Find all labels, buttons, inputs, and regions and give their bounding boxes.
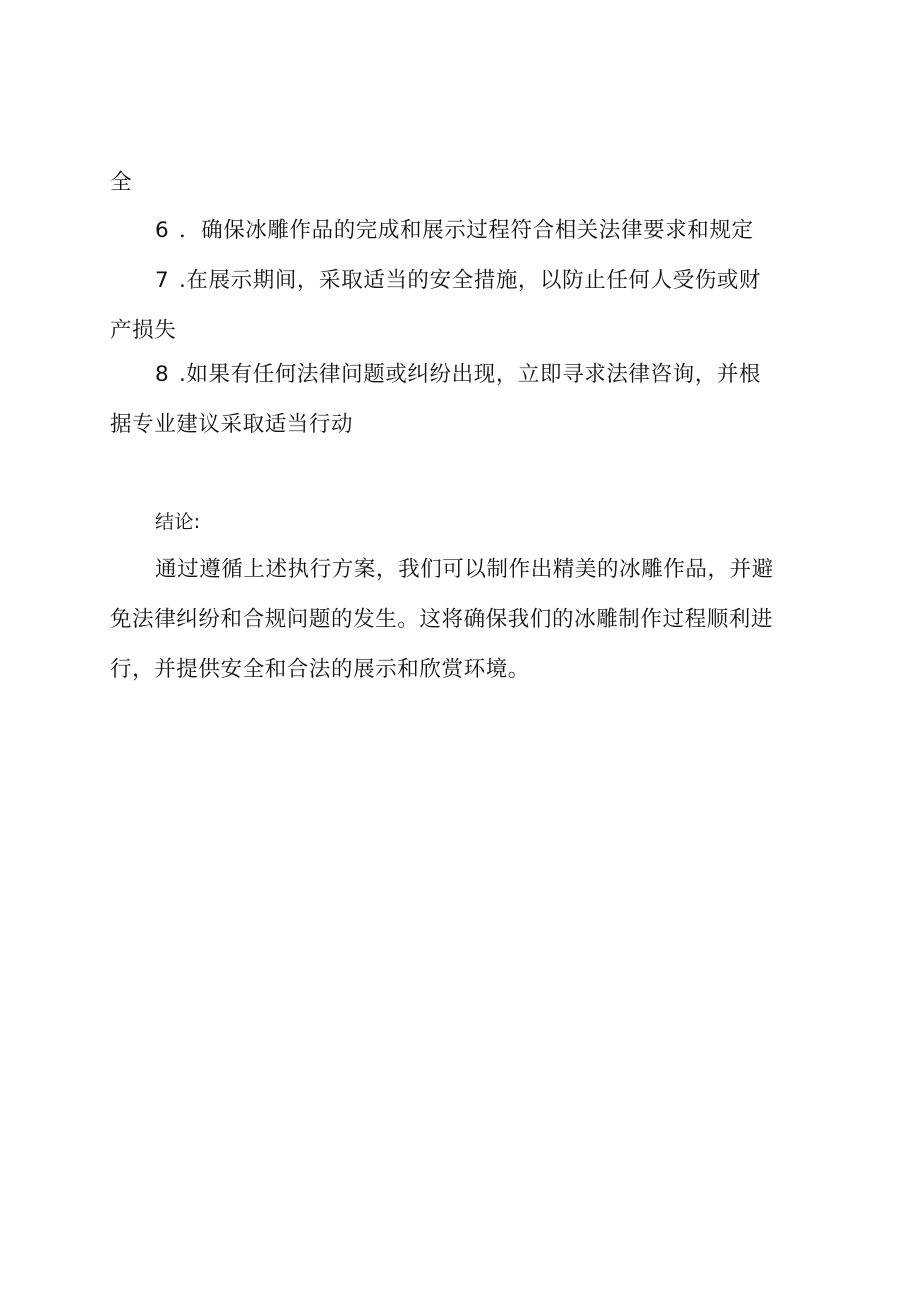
list-item-number: 6 [155,218,170,243]
continuation-line: 全 [110,170,133,195]
list-item-line [110,400,810,450]
continuation-text [110,158,810,208]
paragraph-line: 行，并提供安全和合法的展示和欣赏环境。 [110,657,530,682]
list-item-text: .在展示期间，采取适当的安全措施，以防止任何人受伤或财 [179,268,762,293]
list-item-number: 7 [155,268,170,293]
list-item-number: 8 [155,362,170,387]
list-item-line [110,206,810,256]
list-item-text: 据专业建议采取适当行动 [110,412,354,437]
list-item-text: 产损失 [110,318,177,343]
list-item-line [110,350,810,400]
list-item-6 [110,206,810,256]
paragraph-line: 免法律纠纷和合规问题的发生。这将确保我们的冰雕制作过程顺利进 [110,607,774,632]
list-item-line [110,256,810,306]
list-item-line [110,306,810,356]
list-item-text: ．确保冰雕作品的完成和展示过程符合相关法律要求和规定 [179,218,754,243]
list-item-8 [110,350,810,450]
conclusion-heading: 结论: [155,511,201,533]
list-item-7 [110,256,810,356]
list-item-text: .如果有任何法律问题或纠纷出现，立即寻求法律咨询，并根 [179,362,762,387]
paragraph-line: 通过遵循上述执行方案，我们可以制作出精美的冰雕作品，并避 [155,557,774,582]
conclusion-paragraph [110,545,810,695]
